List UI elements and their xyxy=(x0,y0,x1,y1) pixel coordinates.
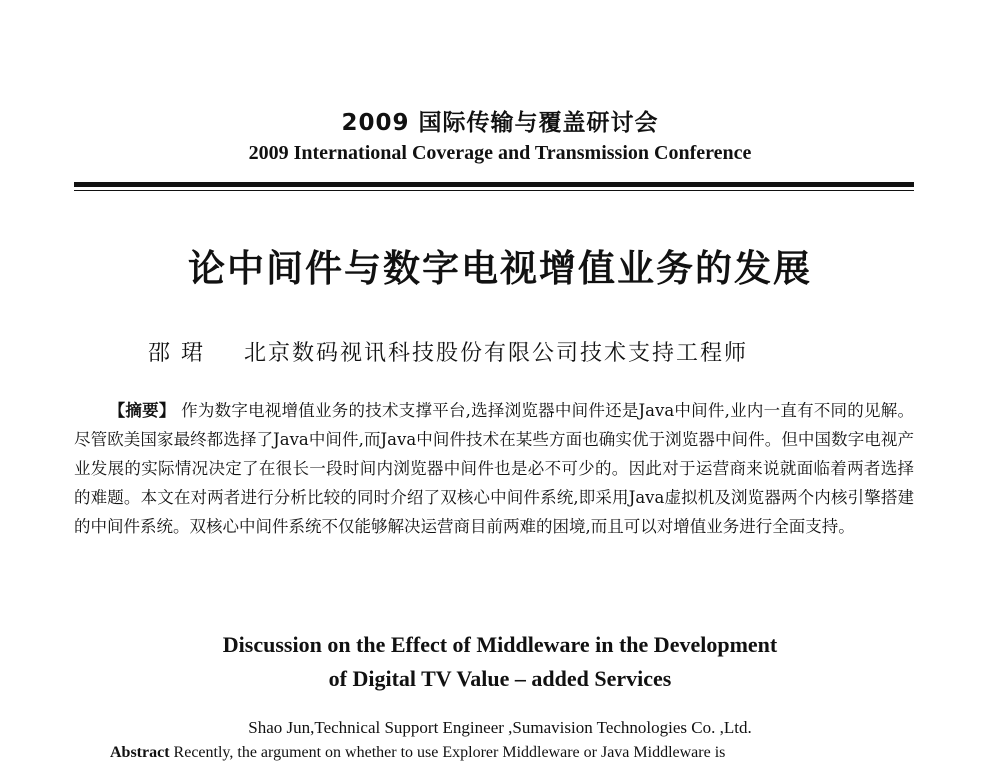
paper-title-en-line2: of Digital TV Value – added Services xyxy=(328,666,672,691)
abstract-text-cn: 作为数字电视增值业务的技术支撑平台,选择浏览器中间件还是Java中间件,业内一直有不同的见解。尽管欧美国家最终都选择了Java中间件,而Java中间件技术在某些方面也确实优于浏览器中间件。但中国数字电视产业发展的实际情况决定了在很长一段时间内浏览器中间件也是必不可少的。因此对于运营商来说就面临着两者选择的难题。本文在对两者进行分析比较的同时介绍了双核心中间件系统,即采用Java虚拟机及浏览器两个内核引擎搭建的中间件系统。双核心中间件系统不仅能够解决运营商目前两难的困境,而且可以对增值业务进行全面支持。 xyxy=(74,401,915,536)
abstract-en xyxy=(110,744,920,762)
abstract-label-cn: 【摘要】 xyxy=(108,401,176,420)
author-name-cn: 邵 珺 xyxy=(148,341,205,366)
conference-name-cn: 2009 国际传输与覆盖研讨会 xyxy=(341,110,659,136)
paper-title-cn: 论中间件与数字电视增值业务的发展 xyxy=(188,247,812,290)
author-affiliation-cn: 北京数码视讯科技股份有限公司技术支持工程师 xyxy=(244,341,749,366)
abstract-text-en: Recently, the argument on whether to use Explorer Middleware or Java Middleware is xyxy=(173,744,726,761)
abstract-label-en: Abstract xyxy=(110,744,170,761)
conference-name-en: 2009 International Coverage and Transmission Conference xyxy=(248,142,752,164)
paper-title-en-line1: Discussion on the Effect of Middleware in the Development xyxy=(222,632,778,657)
abstract-cn xyxy=(74,396,914,541)
paper-title-en xyxy=(0,628,1000,696)
author-line-cn xyxy=(148,336,928,367)
header-rule-thin xyxy=(74,190,914,191)
author-line-en: Shao Jun,Technical Support Engineer ,Sumavision Technologies Co. ,Ltd. xyxy=(248,718,752,737)
header-rule-thick xyxy=(74,182,914,187)
